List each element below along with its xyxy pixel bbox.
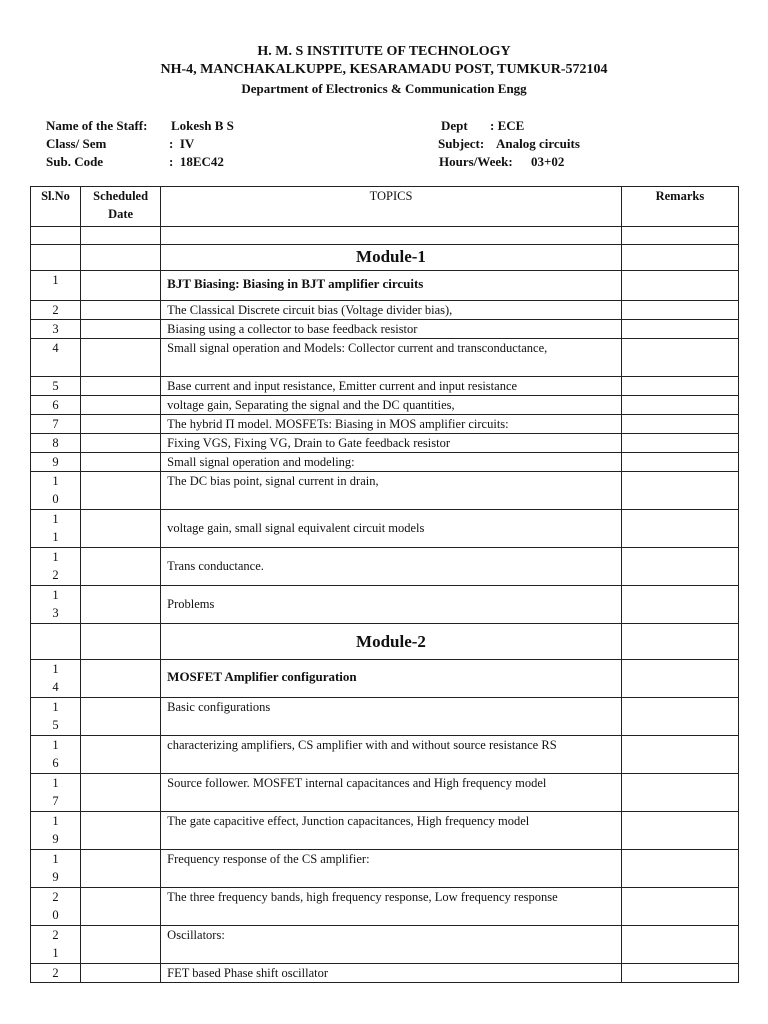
staff-value: Lokesh B S — [171, 118, 234, 133]
row-number: 2 1 — [31, 926, 81, 964]
remarks-cell — [621, 926, 738, 964]
remarks-cell — [621, 964, 738, 983]
row-number: 1 — [31, 271, 81, 301]
lesson-plan-table — [30, 186, 739, 983]
scheduled-date-cell — [81, 320, 161, 339]
scheduled-date-cell — [81, 339, 161, 377]
topic-cell: Small signal operation and Models: Collector current and transconductance, — [161, 339, 622, 377]
row-number: 7 — [31, 415, 81, 434]
table-row — [31, 301, 739, 320]
row-number: 1 0 — [31, 472, 81, 510]
remarks-cell — [621, 396, 738, 415]
remarks-cell — [621, 548, 738, 586]
topic-cell: Trans conductance. — [161, 548, 622, 586]
table-row — [31, 812, 739, 850]
module-1-rows — [31, 271, 739, 624]
module-1-title: Module-1 — [161, 245, 622, 271]
scheduled-date-cell — [81, 926, 161, 964]
module-row — [31, 624, 739, 660]
remarks-cell — [621, 586, 738, 624]
topic-cell: Oscillators: — [161, 926, 622, 964]
table-row — [31, 472, 739, 510]
table-row — [31, 926, 739, 964]
remarks-cell — [621, 472, 738, 510]
dept-value: : ECE — [490, 118, 525, 133]
scheduled-date-cell — [81, 510, 161, 548]
scheduled-date-cell — [81, 453, 161, 472]
remarks-header: Remarks — [621, 187, 738, 227]
row-number: 3 — [31, 320, 81, 339]
blank-row — [31, 227, 739, 245]
table-row — [31, 339, 739, 377]
table-row — [31, 736, 739, 774]
table-row — [31, 850, 739, 888]
row-number: 4 — [31, 339, 81, 377]
class-value: : IV — [169, 136, 195, 151]
staff-label: Name of the Staff: — [46, 118, 148, 133]
row-number: 1 9 — [31, 850, 81, 888]
topic-cell: characterizing amplifiers, CS amplifier with and without source resistance RS — [161, 736, 622, 774]
scheduled-date-cell — [81, 301, 161, 320]
row-number: 2 — [31, 964, 81, 983]
module-row — [31, 245, 739, 271]
scheduled-date-cell — [81, 736, 161, 774]
topic-cell: Problems — [161, 586, 622, 624]
scheduled-date-cell — [81, 660, 161, 698]
slno-header: Sl.No — [31, 187, 81, 227]
remarks-cell — [621, 301, 738, 320]
scheduled-date-cell — [81, 698, 161, 736]
row-number: 1 9 — [31, 812, 81, 850]
scheduled-date-cell — [81, 812, 161, 850]
institute-name: H. M. S INSTITUTE OF TECHNOLOGY — [257, 44, 511, 59]
row-number: 2 — [31, 301, 81, 320]
remarks-cell — [621, 377, 738, 396]
remarks-cell — [621, 510, 738, 548]
table-row — [31, 415, 739, 434]
scheduled-date-cell — [81, 396, 161, 415]
table-row — [31, 271, 739, 301]
subject-label: Subject: — [438, 136, 485, 151]
topic-cell: FET based Phase shift oscillator — [161, 964, 622, 983]
table-row — [31, 548, 739, 586]
table-row — [31, 396, 739, 415]
topic-cell: voltage gain, Separating the signal and the DC quantities, — [161, 396, 622, 415]
table-row — [31, 320, 739, 339]
code-label: Sub. Code — [46, 154, 104, 169]
table-row — [31, 888, 739, 926]
table-row — [31, 660, 739, 698]
scheduled-date-cell — [81, 586, 161, 624]
module-2-title: Module-2 — [161, 624, 622, 660]
row-number: 1 3 — [31, 586, 81, 624]
scheduled-date-cell — [81, 434, 161, 453]
scheduled-date-cell — [81, 548, 161, 586]
scheduled-date-cell — [81, 964, 161, 983]
scheduled-date-cell — [81, 472, 161, 510]
subject-value: Analog circuits — [496, 136, 580, 151]
row-number: 6 — [31, 396, 81, 415]
topic-cell: The gate capacitive effect, Junction capacitances, High frequency model — [161, 812, 622, 850]
table-row — [31, 774, 739, 812]
remarks-cell — [621, 850, 738, 888]
row-number: 1 2 — [31, 548, 81, 586]
code-value: : 18EC42 — [169, 154, 224, 169]
module-2-rows — [31, 660, 739, 983]
scheduled-date-cell — [81, 850, 161, 888]
row-number: 1 4 — [31, 660, 81, 698]
row-number: 1 1 — [31, 510, 81, 548]
hours-label: Hours/Week: — [439, 154, 513, 169]
topics-header: TOPICS — [161, 187, 622, 227]
topic-cell: Frequency response of the CS amplifier: — [161, 850, 622, 888]
row-number: 1 6 — [31, 736, 81, 774]
remarks-cell — [621, 453, 738, 472]
topic-cell: The DC bias point, signal current in drain, — [161, 472, 622, 510]
class-label: Class/ Sem — [46, 136, 107, 151]
topic-cell: Base current and input resistance, Emitter current and input resistance — [161, 377, 622, 396]
institute-address: NH-4, MANCHAKALKUPPE, KESARAMADU POST, TUMKUR-572104 — [160, 62, 608, 77]
table-row — [31, 964, 739, 983]
topic-cell: The three frequency bands, high frequency response, Low frequency response — [161, 888, 622, 926]
scheduled-date-cell — [81, 888, 161, 926]
scheduled-date-header: Scheduled Date — [81, 187, 161, 227]
topic-cell: voltage gain, small signal equivalent circuit models — [161, 510, 622, 548]
row-number: 5 — [31, 377, 81, 396]
scheduled-date-cell — [81, 774, 161, 812]
remarks-cell — [621, 660, 738, 698]
table-row — [31, 434, 739, 453]
row-number: 2 0 — [31, 888, 81, 926]
scheduled-date-cell — [81, 377, 161, 396]
topic-cell: MOSFET Amplifier configuration — [161, 660, 622, 698]
table-row — [31, 586, 739, 624]
row-number: 8 — [31, 434, 81, 453]
topic-cell: The Classical Discrete circuit bias (Voltage divider bias), — [161, 301, 622, 320]
remarks-cell — [621, 888, 738, 926]
table-row — [31, 377, 739, 396]
table-header-row — [31, 187, 739, 227]
row-number: 1 5 — [31, 698, 81, 736]
dept-label: Dept — [441, 118, 468, 133]
topic-cell: Source follower. MOSFET internal capacitances and High frequency model — [161, 774, 622, 812]
remarks-cell — [621, 736, 738, 774]
remarks-cell — [621, 434, 738, 453]
remarks-cell — [621, 698, 738, 736]
hours-value: 03+02 — [531, 154, 565, 169]
table-row — [31, 453, 739, 472]
topic-cell: Biasing using a collector to base feedback resistor — [161, 320, 622, 339]
remarks-cell — [621, 415, 738, 434]
table-row — [31, 510, 739, 548]
row-number: 1 7 — [31, 774, 81, 812]
remarks-cell — [621, 271, 738, 301]
topic-cell: BJT Biasing: Biasing in BJT amplifier circuits — [161, 271, 622, 301]
table-row — [31, 698, 739, 736]
scheduled-date-cell — [81, 415, 161, 434]
topic-cell: The hybrid Π model. MOSFETs: Biasing in MOS amplifier circuits: — [161, 415, 622, 434]
remarks-cell — [621, 812, 738, 850]
remarks-cell — [621, 774, 738, 812]
scheduled-date-cell — [81, 271, 161, 301]
topic-cell: Small signal operation and modeling: — [161, 453, 622, 472]
row-number: 9 — [31, 453, 81, 472]
topic-cell: Fixing VGS, Fixing VG, Drain to Gate feedback resistor — [161, 434, 622, 453]
remarks-cell — [621, 320, 738, 339]
remarks-cell — [621, 339, 738, 377]
topic-cell: Basic configurations — [161, 698, 622, 736]
department-name: Department of Electronics & Communication Engg — [241, 81, 527, 96]
